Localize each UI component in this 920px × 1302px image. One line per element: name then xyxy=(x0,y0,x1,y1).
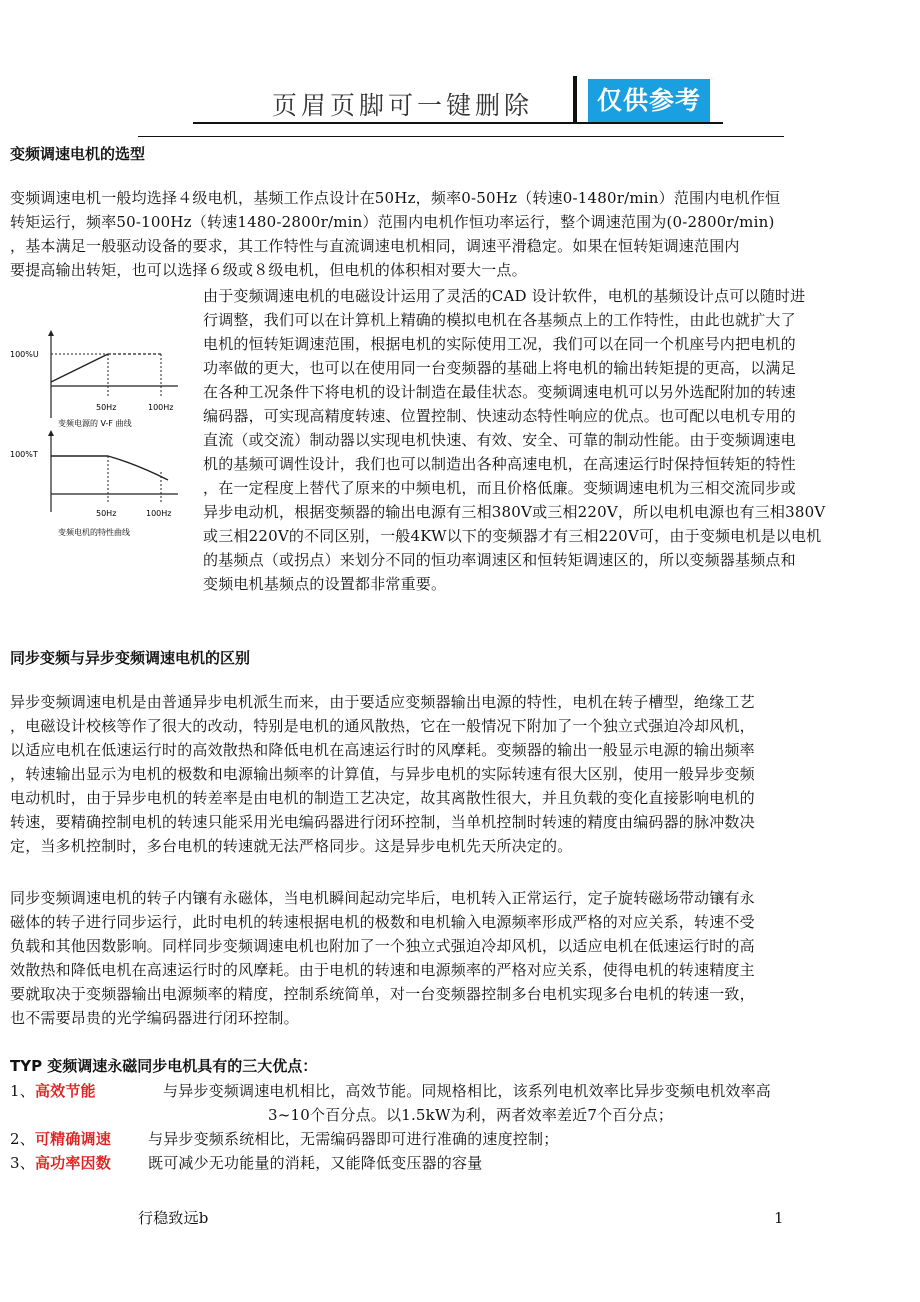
para2-line: 同步变频调速电机的转子内镶有永磁体，当电机瞬间起动完毕后，电机转入正常运行，定子旋转磁场带动镶有永 xyxy=(10,889,755,907)
section2-para2 xyxy=(10,886,890,1030)
header-banner-text: 页眉页脚可一键删除 xyxy=(272,91,534,120)
body-line: 编码器，可实现高精度转速、位置控制、快速动态特性响应的优点。也可配以电机专用的 xyxy=(203,407,796,425)
page-number: 1 xyxy=(774,1209,784,1227)
intro-line: 转矩运行，频率50-100Hz（转速1480-2800r/min）范围内电机作恒功率运行，整个调速范围为(0-2800r/min) xyxy=(10,213,775,231)
body-line: 行调整，我们可以在计算机上精确的模拟电机在各基频点上的工作特性，由此也就扩大了 xyxy=(203,311,796,329)
para2-line: 也不需要昂贵的光学编码器进行闭环控制。 xyxy=(10,1009,299,1027)
section1-intro xyxy=(10,186,890,282)
chart2-x-label-50: 50Hz xyxy=(96,509,117,518)
chart2-caption: 变频电机的特性曲线 xyxy=(58,528,130,537)
para2-line: 要就取决于变频器输出电源频率的精度，控制系统简单，对一台变频器控制多台电机实现多台电机的转速一致， xyxy=(10,985,755,1003)
para1-line: ，电磁设计校核等作了很大的改动，特别是电机的通风散热，它在一般情况下附加了一个独立式强迫冷却风机， xyxy=(10,717,755,735)
body-line: 或三相220V的不同区别，一般4KW以下的变频器才有三相220V可，由于变频电机是以电机 xyxy=(203,527,822,545)
advantage-desc: 与异步变频系统相比，无需编码器即可进行准确的速度控制； xyxy=(148,1130,559,1148)
para1-line: 定，当多机控制时，多台电机的转速就无法严格同步。这是异步电机先天所决定的。 xyxy=(10,837,573,855)
para1-line: ，转速输出显示为电机的极数和电源输出频率的计算值，与异步电机的实际转速有很大区别，使用一般异步变频 xyxy=(10,765,755,783)
body-line: 在各种工况条件下将电机的设计制造在最佳状态。变频调速电机可以另外选配附加的转速 xyxy=(203,383,796,401)
chart1-y-label: 100%U xyxy=(10,350,39,359)
advantage-num: 3、 xyxy=(10,1154,35,1172)
body-line: 异步电动机，根据变频器的输出电源有三相380V或三相220V，所以电机电源也有三相380V xyxy=(203,503,826,521)
advantage-name: 高功率因数 xyxy=(34,1154,111,1172)
para1-line: 以适应电机在低速运行时的高效散热和降低电机在高速运行时的风摩耗。变频器的输出一般显示电源的输出频率 xyxy=(10,741,755,759)
footer-left-text: 行稳致远b xyxy=(138,1209,209,1227)
advantage-desc: 既可减少无功能量的消耗，又能降低变压器的容量 xyxy=(148,1154,483,1172)
body-line: ，在一定程度上替代了原来的中频电机，而且价格低廉。变频调速电机为三相交流同步或 xyxy=(203,479,796,497)
section2-title: 同步变频与异步变频调速电机的区别 xyxy=(10,649,251,667)
para2-line: 负载和其他因数影响。同样同步变频调速电机也附加了一个独立式强迫冷却风机，以适应电机在低速运行时的高 xyxy=(10,937,755,955)
advantage-num: 1、 xyxy=(10,1082,35,1100)
body-line: 由于变频调速电机的电磁设计运用了灵活的CAD 设计软件，电机的基频设计点可以随时进 xyxy=(203,287,806,305)
body-line: 功率做的更大，也可以在使用同一台变频器的基础上将电机的输出转矩提的更高，以满足 xyxy=(203,359,796,377)
chart2-y-arrow xyxy=(48,430,54,436)
para1-line: 电动机时，由于异步电机的转差率是由电机的制造工艺决定，故其离散性很大，并且负载的变化直接影响电机的 xyxy=(10,789,755,807)
chart1-x-label-50: 50Hz xyxy=(96,403,117,412)
para2-line: 磁体的转子进行同步运行，此时电机的转速根据电机的极数和电机输入电源频率形成严格的对应关系，转速不受 xyxy=(10,913,755,931)
header-rule xyxy=(138,136,784,137)
body-line: 电机的恒转矩调速范围，根据电机的实际使用工况，我们可以在同一个机座号内把电机的 xyxy=(203,335,796,353)
advantage-num: 2、 xyxy=(10,1130,35,1148)
chart2-decline xyxy=(108,456,168,480)
para2-line: 效散热和降低电机在高速运行时的风摩耗。由于电机的转速和电源频率的严格对应关系，使得电机的转速精度主 xyxy=(10,961,755,979)
header-rule-top xyxy=(193,122,723,124)
intro-line: 变频调速电机一般均选择４级电机，基频工作点设计在50Hz，频率0-50Hz（转速0-1480r/min）范围内电机作恒 xyxy=(10,189,781,207)
chart1-caption: 变频电源的 V-F 曲线 xyxy=(58,419,132,428)
header-badge: 仅供参考 xyxy=(588,79,710,123)
section3-title: TYP 变频调速永磁同步电机具有的三大优点： xyxy=(10,1057,318,1075)
body-line: 机的基频可调性设计，我们也可以制造出各种高速电机，在高速运行时保持恒转矩的特性 xyxy=(203,455,796,473)
advantage-item-2 xyxy=(10,1127,890,1151)
advantage-name: 可精确调速 xyxy=(34,1130,111,1148)
para1-line: 异步变频调速电机是由普通异步电机派生而来，由于要适应变频器输出电源的特性，电机在转子槽型，绝缘工艺 xyxy=(10,693,755,711)
advantage-item-1 xyxy=(10,1079,890,1103)
intro-line: 要提高输出转矩，也可以选择６级或８级电机，但电机的体积相对要大一点。 xyxy=(10,261,527,279)
chart1-ramp xyxy=(51,354,108,382)
advantage-item-1-cont: 3~10个百分点。以1.5kW为利，两者效率差近7个百分点； xyxy=(268,1106,674,1124)
chart1-x-label-100: 100Hz xyxy=(148,403,174,412)
para1-line: 转速，要精确控制电机的转速只能采用光电编码器进行闭环控制，当单机控制时转速的精度由编码器的脉冲数决 xyxy=(10,813,755,831)
chart2-y-label: 100%T xyxy=(10,450,38,459)
body-line: 变频电机基频点的设置都非常重要。 xyxy=(203,575,447,593)
body-line: 直流（或交流）制动器以实现电机快速、有效、安全、可靠的制动性能。由于变频调速电 xyxy=(203,431,796,449)
body-line: 的基频点（或拐点）来划分不同的恒功率调速区和恒转矩调速区的，所以变频器基频点和 xyxy=(203,551,796,569)
section2-para1 xyxy=(10,690,890,858)
intro-line: ，基本满足一般驱动设备的要求，其工作特性与直流调速电机相同，调速平滑稳定。如果在恒转矩调速范围内 xyxy=(10,237,740,255)
figure-svg xyxy=(8,322,198,552)
chart2-x-label-100: 100Hz xyxy=(146,509,172,518)
advantage-item-3 xyxy=(10,1151,890,1175)
figure xyxy=(8,322,198,552)
header-divider-vertical xyxy=(573,76,577,122)
chart1-y-arrow xyxy=(48,330,54,336)
section1-title: 变频调速电机的选型 xyxy=(10,145,146,163)
advantage-name: 高效节能 xyxy=(34,1082,96,1100)
section1-body xyxy=(203,284,893,596)
advantage-desc: 与异步变频调速电机相比，高效节能。同规格相比，该系列电机效率比异步变频电机效率高 xyxy=(163,1082,772,1100)
